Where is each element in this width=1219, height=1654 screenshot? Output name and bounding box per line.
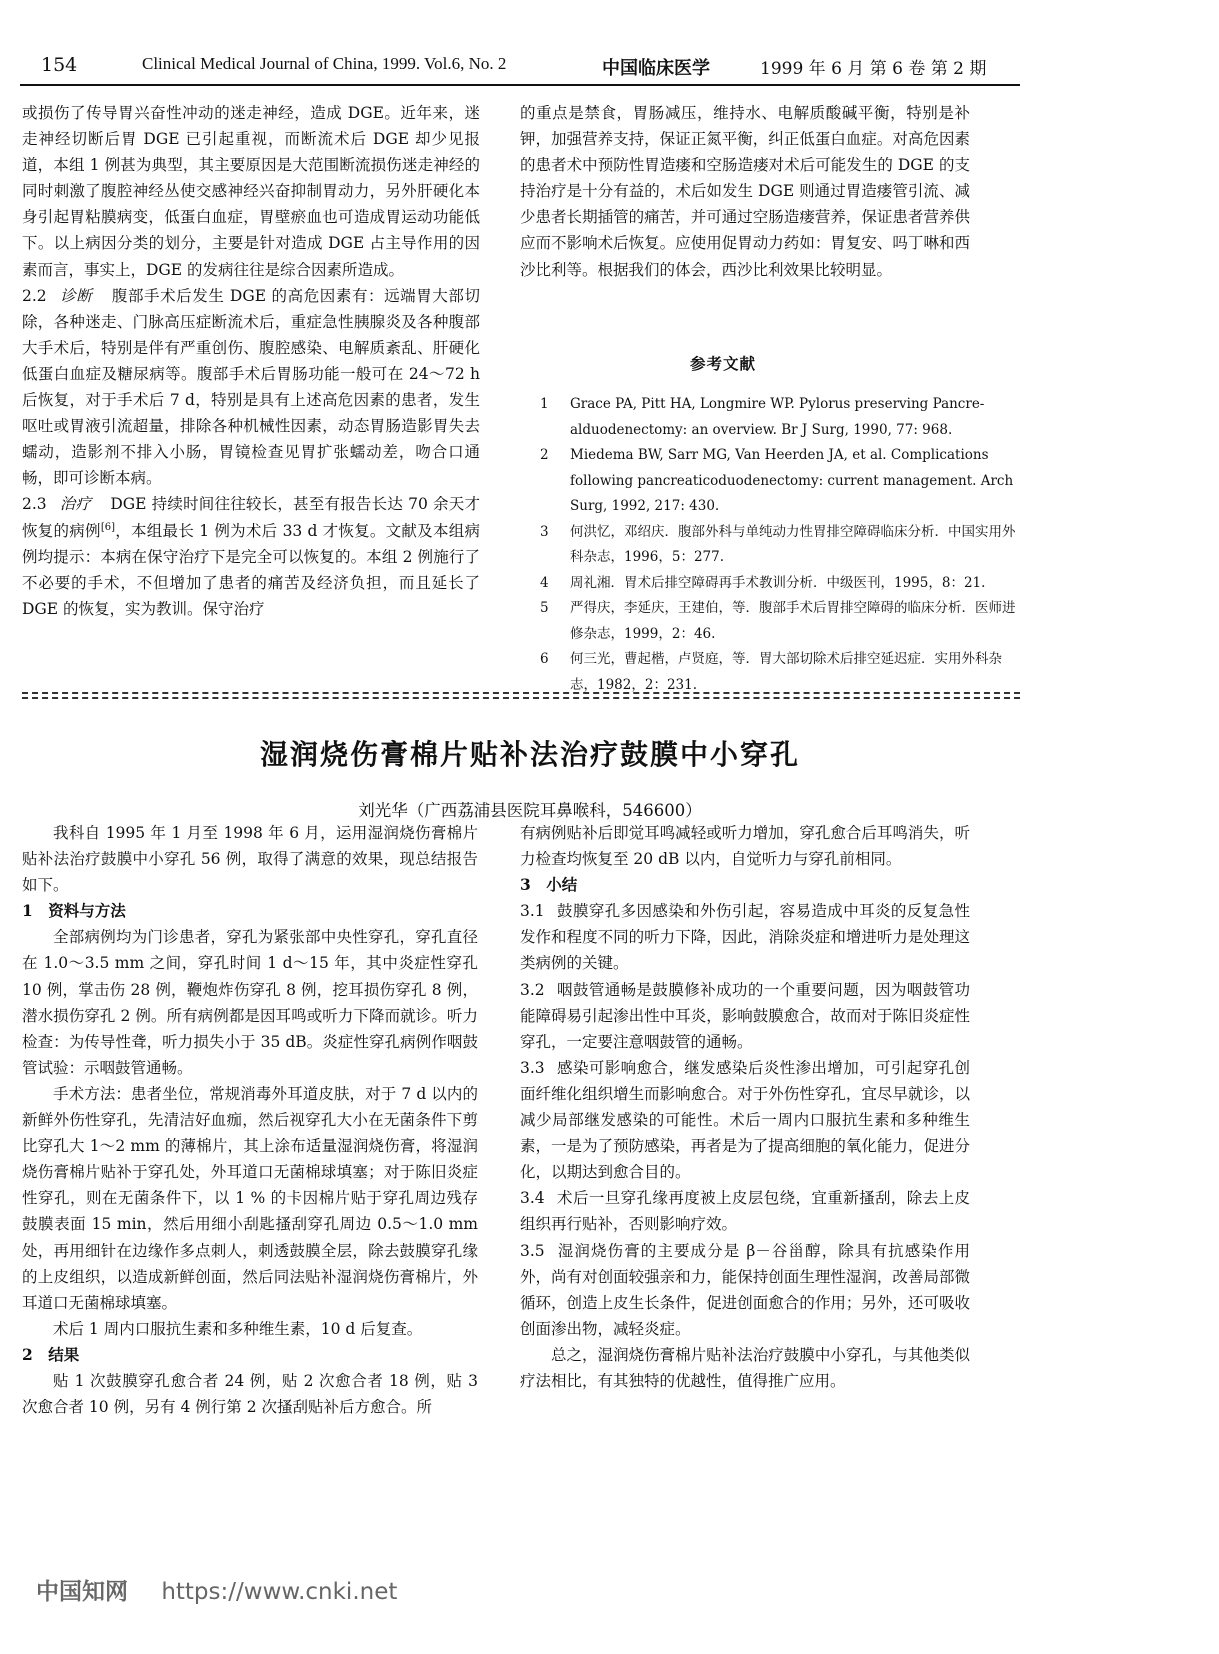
reference-text: 严得庆，李延庆，王建伯，等．腹部手术后胃排空障碍的临床分析．医师进修杂志，1999，2：46.: [570, 600, 1016, 642]
reference-item: [540, 571, 1020, 597]
reference-item: [540, 443, 1020, 520]
references-title: 参考文献: [690, 354, 757, 373]
summary-number: 3.4: [520, 1189, 545, 1208]
reference-number: 5: [540, 600, 549, 616]
reference-text: Miedema BW, Sarr MG, Van Heerden JA, et al. Complications following pancreaticoduodenectomy: current management. Arch Surg, 1992, 217: 430.: [570, 447, 1014, 514]
paragraph: 有病例贴补后即觉耳鸣减轻或听力增加，穿孔愈合后耳鸣消失，听力检查均恢复至 20 dB 以内，自觉听力与穿孔前相同。: [520, 824, 970, 869]
section-heading: 治疗: [59, 495, 92, 514]
reference-item: [540, 647, 1020, 698]
journal-name-en: Clinical Medical Journal of China, 1999. Vol.6, No. 2: [142, 54, 507, 73]
reference-text: 周礼湘．胃术后排空障碍再手术教训分析．中级医刊，1995，8：21.: [570, 574, 986, 591]
paragraph: 手术方法：患者坐位，常规消毒外耳道皮肤，对于 7 d 以内的新鲜外伤性穿孔，先清洁好血痂，然后视穿孔大小在无菌条件下剪比穿孔大 1～2 mm 的薄棉片，其上涂布适量湿润烧伤膏，将湿润烧伤膏棉片贴补于穿孔处，外耳道口无菌棉球填塞；对于陈旧炎症性穿孔，则在无菌条件下，以 1 % 的卡因棉片贴于穿孔周边残存鼓膜表面 15 min，然后用细小刮匙搔刮穿孔周边 0.5～1.0 mm 处，再用细针在边缘作多点刺人，刺透鼓膜全层，除去鼓膜穿孔缘的上皮组织，以造成新鲜创面，然后同法贴补湿润烧伤膏棉片，外耳道口无菌棉球填塞。: [22, 1084, 478, 1312]
summary-number: 3.3: [520, 1058, 545, 1077]
bottom-left-column: [22, 820, 478, 1420]
page-number: 154: [41, 54, 78, 76]
summary-item: [520, 1238, 970, 1342]
paragraph: 我科自 1995 年 1 月至 1998 年 6 月，运用湿润烧伤膏棉片贴补法治疗鼓膜中小穿孔 56 例，取得了满意的效果，现总结报告如下。: [22, 824, 478, 895]
summary-number: 3.2: [520, 980, 545, 999]
paragraph: 贴 1 次鼓膜穿孔愈合者 24 例，贴 2 次愈合者 18 例，贴 3 次愈合者 10 例，另有 4 例行第 2 次搔刮贴补后方愈合。所: [22, 1371, 478, 1417]
reference-text: 何洪忆，邓绍庆．腹部外科与单纯动力性胃排空障碍临床分析．中国实用外科杂志，1996，5：277.: [570, 523, 1016, 565]
section-number: 2.3: [22, 495, 47, 514]
section-text: ，本组最长 1 例为术后 33 d 才恢复。文献及本组病例均提示：本病在保守治疗下是完全可以恢复的。本组 2 例施行了不必要的手术，不但增加了患者的痛苦及经济负担，而且延长了 DGE 的恢复，实为教训。保守治疗: [22, 521, 480, 618]
bottom-right-column: [520, 820, 970, 1394]
section-heading: 诊断: [60, 286, 93, 305]
paragraph: 总之，湿润烧伤膏棉片贴补法治疗鼓膜中小穿孔，与其他类似疗法相比，有其独特的优越性，值得推广应用。: [520, 1345, 970, 1390]
paragraph: 或损伤了传导胃兴奋性冲动的迷走神经，造成 DGE。近年来，迷走神经切断后胃 DGE 已引起重视，而断流术后 DGE 却少见报道，本组 1 例甚为典型，其主要原因是大范围断流损伤迷走神经的同时刺激了腹腔神经丛使交感神经兴奋抑制胃动力，另外肝硬化本身引起胃粘膜病变，低蛋白血症，胃壁瘀血也可造成胃运动功能低下。以上病因分类的划分，主要是针对造成 DGE 占主导作用的因素而言，事实上，DGE 的发病往往是综合因素所造成。: [22, 104, 480, 279]
paragraph: 的重点是禁食，胃肠减压，维持水、电解质酸碱平衡，特别是补钾，加强营养支持，保证正氮平衡，纠正低蛋白血症。对高危因素的患者术中预防性胃造瘘和空肠造瘘对术后可能发生的 DGE 的支持治疗是十分有益的，术后如发生 DGE 则通过胃造瘘管引流、减少患者长期插管的痛苦，并可通过空肠造瘘营养，保证患者营养供应而不影响术后恢复。应使用促胃动力药如：胃复安、吗丁啉和西沙比利等。根据我们的体会，西沙比利效果比较明显。: [520, 104, 970, 279]
section-heading: 1 资料与方法: [22, 901, 126, 921]
section-text: 腹部手术后发生 DGE 的高危因素有：远端胃大部切除，各种迷走、门脉高压症断流术后，重症急性胰腺炎及各种腹部大手术后，特别是伴有严重创伤、腹腔感染、电解质紊乱、肝硬化低蛋白血症及糖尿病等。腹部手术后胃肠功能一般可在 24～72 h 后恢复，对于手术后 7 d，特别是具有上述高危因素的患者，发生呕吐或胃液引流超量，排除各种机械性因素，动态胃肠造影胃失去蠕动，造影剂不排入小肠，胃镜检查见胃扩张蠕动差，吻合口通畅，即可诊断本病。: [22, 286, 480, 488]
reference-item: [540, 596, 1020, 647]
article-title: 湿润烧伤膏棉片贴补法治疗鼓膜中小穿孔: [259, 738, 800, 771]
summary-text: 湿润烧伤膏的主要成分是 β－谷甾醇，除具有抗感染作用外，尚有对创面较强亲和力，能保持创面生理性湿润，改善局部微循环，创造上皮生长条件，促进创面愈合的作用；另外，还可吸收创面渗出物，减轻炎症。: [520, 1241, 970, 1338]
journal-issue-date: 1999 年 6 月 第 6 卷 第 2 期: [760, 59, 987, 79]
summary-text: 鼓膜穿孔多因感染和外伤引起，容易造成中耳炎的反复急性发作和程度不同的听力下降，因此，消除炎症和增进听力是处理这类病例的关键。: [520, 902, 970, 973]
summary-items: [520, 898, 970, 1342]
reference-number: 1: [540, 396, 549, 412]
section-heading: 2 结果: [22, 1344, 80, 1364]
paragraph: 全部病例均为门诊患者，穿孔为紧张部中央性穿孔，穿孔直径在 1.0～3.5 mm 之间，穿孔时间 1 d～15 年，其中炎症性穿孔 10 例，掌击伤 28 例，鞭炮炸伤穿孔 8 例，挖耳损伤穿孔 8 例，潜水损伤穿孔 2 例。所有病例都是因耳鸣或听力下降而就诊。听力检查：为传导性聋，听力损失小于 35 dB。炎症性穿孔病例作咽鼓管试验：示咽鼓管通畅。: [22, 928, 478, 1077]
section-text: DGE 持续时间往往较长，甚至有报告长达 70 余天才恢复的病例: [22, 495, 480, 540]
summary-item: [520, 898, 970, 976]
running-header: [20, 48, 1020, 82]
citation: [6]: [100, 521, 115, 533]
reference-item: [540, 520, 1020, 571]
cnki-logo-text: 中国知网: [36, 1579, 128, 1605]
section-2-2: [22, 283, 480, 492]
references-list: [540, 392, 1020, 698]
separator-rule: [22, 692, 1020, 694]
reference-number: 6: [540, 651, 549, 667]
top-left-column: [22, 100, 480, 622]
reference-text: 何三光，曹起楷，卢贤庭，等．胃大部切除术后排空延迟症．实用外科杂志，1982，2：231.: [570, 651, 1002, 693]
footer-watermark: [36, 1573, 397, 1606]
summary-item: [520, 977, 970, 1055]
reference-item: [540, 392, 1020, 443]
summary-text: 术后一旦穿孔缘再度被上皮层包绕，宜重新搔刮，除去上皮组织再行贴补，否则影响疗效。: [520, 1189, 970, 1234]
reference-number: 4: [540, 574, 549, 591]
cnki-url[interactable]: https://www.cnki.net: [161, 1579, 398, 1605]
reference-number: 3: [540, 523, 549, 540]
reference-number: 2: [540, 447, 549, 463]
article-author: 刘光华（广西荔浦县医院耳鼻喉科，546600）: [358, 801, 702, 820]
summary-number: 3.1: [520, 902, 545, 921]
summary-text: 感染可影响愈合，继发感染后炎性渗出增加，可引起穿孔创面纤维化组织增生而影响愈合。对于外伤性穿孔，宜尽早就诊，以减少局部继发感染的可能性。术后一周内口服抗生素和多种维生素，一是为了预防感染，再者是为了提高细胞的氧化能力，促进分化，以期达到愈合目的。: [520, 1058, 970, 1182]
summary-item: [520, 1055, 970, 1185]
journal-name-cn: 中国临床医学: [602, 58, 710, 79]
paragraph: 术后 1 周内口服抗生素和多种维生素，10 d 后复查。: [53, 1319, 423, 1338]
summary-number: 3.5: [520, 1241, 545, 1260]
section-number: 2.2: [22, 286, 47, 305]
section-2-3: [22, 491, 480, 621]
section-heading: 3 小结: [520, 875, 578, 895]
summary-text: 咽鼓管通畅是鼓膜修补成功的一个重要问题，因为咽鼓管功能障碍易引起渗出性中耳炎，影响鼓膜愈合，故而对于陈旧炎症性穿孔，一定要注意咽鼓管的通畅。: [520, 980, 970, 1051]
top-right-column: [520, 100, 970, 283]
reference-text: Grace PA, Pitt HA, Longmire WP. Pylorus preserving Pancre-alduodenectomy: an overview. Br J Surg, 1990, 77: 968.: [570, 396, 985, 438]
header-rule: [20, 84, 1020, 86]
separator-rule: [22, 697, 1020, 699]
summary-item: [520, 1185, 970, 1237]
